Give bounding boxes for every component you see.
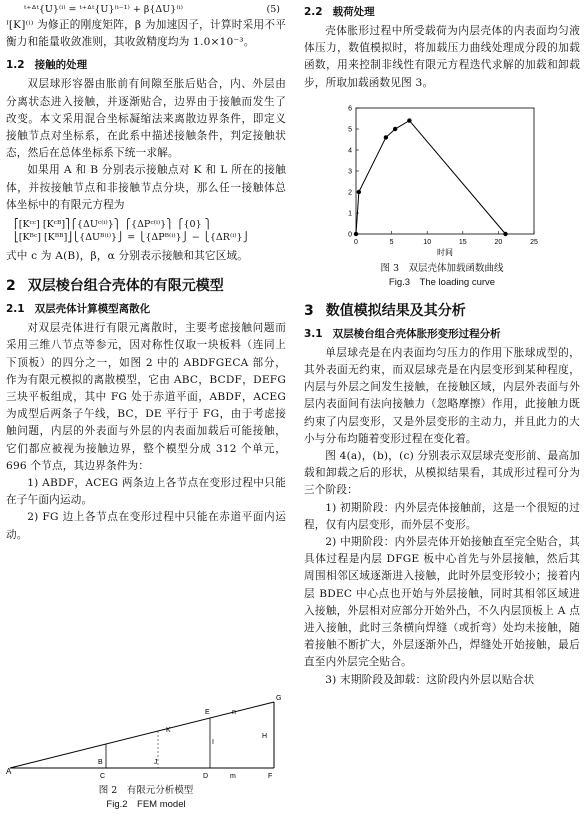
loading-curve-chart — [304, 98, 580, 258]
fig2-label-d: D — [203, 773, 209, 780]
fig2-label-c: C — [100, 773, 106, 780]
paragraph-contact-1: 双层球形容器由胀前有间隙至胀后贴合，内、外层由分离状态进入接触，并逐渐贴合，边界由于接触而发生了改变。本文采用混合坐标凝缩法来离散边界条件，即定义接触节点对坐标系，在此系中描述接触条件，判定接触状态，然后在总体坐标系下统一求解。 — [6, 78, 286, 160]
figure-2 — [6, 688, 286, 812]
y-tick-label-4: 4 — [348, 147, 352, 155]
equation-5-body: ᵗ⁺ᐞᵗ{U}⁽ⁱ⁾ = ᵗ⁺ᐞᵗ{U}⁽ⁱ⁻¹⁾ + β{ΔU}⁽ⁱ⁾ — [24, 4, 183, 15]
section-2-title: 双层棱台组合壳体的有限元模型 — [27, 278, 224, 295]
section-3-1-heading — [304, 326, 580, 341]
paragraph-result-5: 3) 末期阶段及卸载：这阶段内外层以贴合状 — [325, 673, 535, 686]
fem-model-diagram — [6, 688, 286, 780]
section-2-number: 2 — [6, 278, 16, 295]
section-3-number: 3 — [304, 302, 314, 319]
data-point-0-3 — [393, 127, 397, 131]
data-point-0-1 — [357, 190, 361, 194]
equation-5 — [6, 2, 286, 17]
matrix-equation — [6, 218, 286, 244]
paragraph-result-2: 图 4(a)，(b)，(c) 分别表示双层球壳变形前、最高加载和卸载之后的形状，从模拟结果看，其成形过程可分为三个阶段： — [304, 450, 580, 497]
fig2-label-m: m — [230, 773, 236, 780]
paragraph-matrix-note: 式中 c 为 A(B)，β，α 分别表示接触和其它区域。 — [6, 250, 249, 263]
y-tick-label-0: 0 — [348, 231, 352, 239]
fig2-label-h: H — [262, 733, 268, 740]
x-tick-label-1: 5 — [389, 238, 394, 246]
figure-2-caption-cn: 图 2 有限元分析模型 — [98, 785, 194, 796]
x-tick-label-2: 10 — [423, 238, 432, 246]
series-line-0 — [356, 120, 506, 233]
data-point-0-4 — [407, 118, 411, 122]
section-3-heading — [304, 300, 580, 320]
fig2-label-n: n — [232, 709, 236, 716]
figure-3-caption-cn: 图 3 双层壳体加载函数曲线 — [380, 262, 504, 274]
section-3-1-title: 双层棱台组合壳体胀形变形过程分析 — [332, 327, 501, 340]
section-2-2-title: 载荷处理 — [332, 6, 375, 18]
data-point-0-2 — [384, 135, 388, 139]
plot-frame — [356, 108, 534, 234]
fig2-label-k: K — [166, 727, 171, 734]
y-tick-label-1: 1 — [348, 210, 352, 218]
x-tick-label-0: 0 — [354, 238, 358, 246]
x-axis-label: 时间 — [437, 247, 453, 257]
paragraph-model-2: 1) ABDF，ACEG 两条边上各节点在变形过程中只能在子午面内运动。 — [6, 477, 286, 507]
section-2-heading — [6, 275, 286, 295]
fig2-label-b: B — [98, 759, 103, 766]
section-1-2-heading — [6, 57, 286, 72]
figure-3-caption-en: Fig.3 The loading curve — [388, 276, 496, 288]
x-tick-label-3: 15 — [458, 238, 467, 246]
paragraph-load: 壳体胀形过程中所受载荷为内层壳体的内表面均匀液体压力，数值模拟时，将加载压力曲线处理成分段的加载函数，用来控制非线性有限元方程迭代求解的加载和卸载步，所取加载函数见图 3。 — [304, 25, 580, 89]
y-tick-label-3: 3 — [348, 168, 352, 176]
fig2-label-a: A — [6, 767, 12, 776]
fig2-label-g: G — [276, 695, 282, 702]
equation-5-number: (5) — [266, 4, 280, 15]
section-2-1-title: 双层壳体计算模型离散化 — [34, 303, 151, 316]
section-1-2-title: 接触的处理 — [34, 59, 88, 72]
section-2-2-number: 2.2 — [304, 6, 323, 18]
paragraph-result-1: 单层球壳是在内表面均匀压力的作用下胀球成型的，其外表面无约束，而双层球壳是在内层变形到某种程度，内层与外层之间发生接触，在接触区域，内层外表面与外层内表面间有法向接触力（忽略摩擦）作用，此接触力既约束了内层变形，又是外层变形的主动力，并且此力的大小与分布均随着变形过程在变化着。 — [304, 346, 580, 445]
data-point-0-0 — [354, 232, 358, 236]
right-column — [304, 0, 580, 689]
paragraph-result-4: 2) 中期阶段：内外层壳体开始接触直至完全贴合，其具体过程是内层 DFGE 板中心首先与外层接触，然后其周围相邻区域逐渐进入接触，此时外层变形较小；接着内层 BDEC 中心点也开始与外层接触，同时其相邻区域进入接触，外层相对应部分开始外凸，不久内层顶板上 A 点进入接触，此时三条横向焊缝（或折弯）处均未接触，随着接触不断扩大，外层逐渐外凸，焊缝处开始接触，最后直至内外层完全贴合。 — [304, 536, 580, 669]
section-2-1-heading — [6, 301, 286, 316]
section-2-1-number: 2.1 — [6, 303, 25, 316]
paragraph-model-3: 2) FG 边上各节点在变形过程中只能在赤道平面内运动。 — [6, 511, 286, 541]
matrix-row-1: ⎡[Kᶜᶜ] [Kᶜᴮ]⎤⎧{ΔUᶜ⁽ⁱ⁾}⎫ ⎧{ΔPᶜ⁽ⁱ⁾}⎫ ⎧{0} ⎫ — [14, 219, 212, 231]
figure-2-caption-en: Fig.2 FEM model — [106, 799, 186, 810]
fig2-label-f: F — [268, 773, 273, 780]
y-tick-label-6: 6 — [348, 105, 352, 113]
section-3-title: 数值模拟结果及其分析 — [325, 302, 466, 319]
fig2-label-j: J — [154, 759, 158, 766]
x-tick-label-5: 25 — [530, 238, 538, 246]
section-1-2-number: 1.2 — [6, 59, 25, 72]
section-2-2-heading — [304, 4, 580, 19]
paragraph-model-1: 对双层壳体进行有限元离散时，主要考虑接触问题而采用三维八节点等参元，因对称性仅取一块板料（连同上下顶板）的四分之一，如图 2 中的 ABDFGECA 部分，作为有限元模拟的离散模型，它由 ABC，BCDF，DEFG 三块平板组成，其中 FG 处于赤道平面，ABDF，ACEG 为成型后两条子午线，BC，DE 平行于 FG，由于考虑接触问题，内层的外表面与外层的内表面加载后可能接触，它们都应被视为接触边界，整个模型分成 312 个单元，696 个节点，其边界条件为： — [6, 322, 286, 472]
figure-3 — [304, 98, 580, 290]
paragraph-contact-2: 如果用 A 和 B 分别表示接触点对 K 和 L 所在的接触体，并按接触节点和非接触节点分块，那么任一接触体总体坐标中的有限元方程为 — [6, 164, 286, 211]
y-tick-label-5: 5 — [348, 126, 352, 134]
section-3-1-number: 3.1 — [304, 327, 323, 340]
fig2-label-i: I — [212, 739, 214, 746]
left-column — [6, 0, 286, 810]
paragraph-stiffness: ᴵ[K]⁽ⁱ⁾ 为修正的刚度矩阵，β 为加速因子，计算时采用不平衡力和能量收敛准则，其收敛精度均为 1.0×10⁻³。 — [6, 19, 286, 49]
x-tick-label-4: 20 — [494, 238, 503, 246]
y-tick-label-2: 2 — [348, 189, 352, 197]
data-point-0-5 — [503, 232, 507, 236]
paragraph-result-3: 1) 初期阶段：内外层壳体接触前，这是一个很短的过程，仅有内层变形，而外层不变形。 — [304, 501, 580, 531]
matrix-row-2: ⎣[Kᴮᶜ] [Kᴮᴮ]⎦⎩{ΔUᴮ⁽ⁱ⁾}⎭ = ⎩{ΔPᴮ⁽ⁱ⁾}⎭ − ⎩{ΔR⁽ⁱ⁾}⎭ — [14, 232, 250, 244]
fig2-label-e: E — [205, 709, 210, 716]
